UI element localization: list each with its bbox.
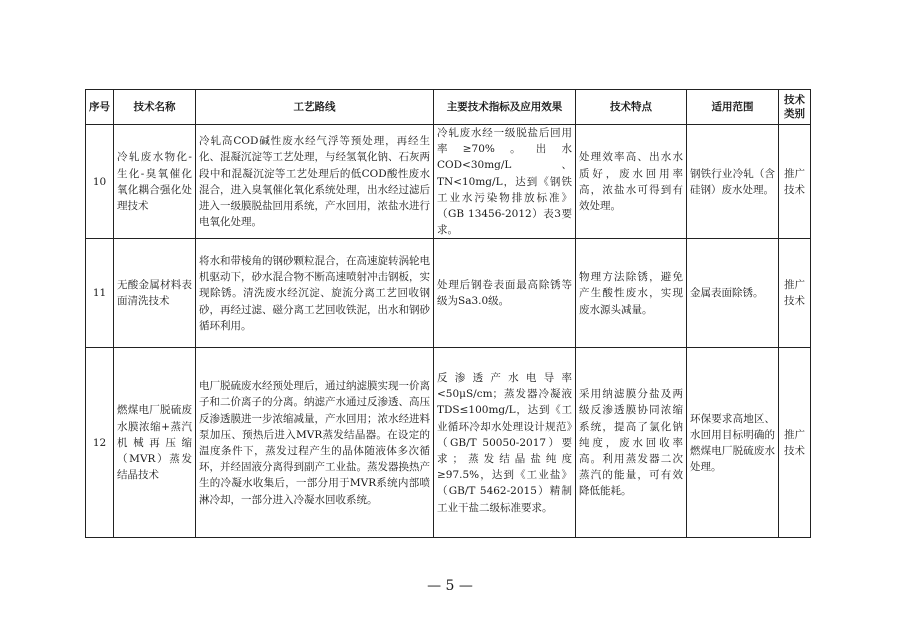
- row-feature: 处理效率高、出水水质好，废水回用率高，浓盐水可得到有效处理。: [576, 125, 687, 239]
- row-route: 将水和带棱角的钢砂颗粒混合，在高速旋转涡轮电机驱动下，砂水混合物不断高速喷射冲击钢板，实现除锈。清洗废水经沉淀、旋流分离工艺回收钢砂，再经过滤、磁分离工艺回收铁泥，出水和钢砂循环利用。: [196, 239, 434, 348]
- technology-table: [85, 89, 811, 538]
- row-scope: 环保要求高地区、水回用目标明确的燃煤电厂脱硫废水处理。: [687, 348, 779, 538]
- row-category: 推广技术: [779, 125, 811, 239]
- header-category: 技术类别: [779, 90, 811, 125]
- row-feature: 采用纳滤膜分盐及两级反渗透膜协同浓缩系统，提高了氯化钠纯度，废水回收率高。利用蒸发器二次蒸汽的能量，可有效降低能耗。: [576, 348, 687, 538]
- table-header-row: [86, 90, 811, 125]
- row-scope: 钢铁行业冷轧（含硅钢）废水处理。: [687, 125, 779, 239]
- row-indicator: 处理后钢卷表面最高除锈等级为Sa3.0级。: [434, 239, 576, 348]
- row-no: 10: [86, 125, 114, 239]
- table-row: [86, 239, 811, 348]
- row-name: 燃煤电厂脱硫废水膜浓缩+蒸汽机械再压缩（MVR）蒸发结晶技术: [114, 348, 196, 538]
- header-name: 技术名称: [114, 90, 196, 125]
- row-name: 无酸金属材料表面清洗技术: [114, 239, 196, 348]
- row-no: 11: [86, 239, 114, 348]
- row-route: 电厂脱硫废水经预处理后，通过纳滤膜实现一价离子和二价离子的分离。纳滤产水通过反渗透、高压反渗透膜进一步浓缩减量，产水回用；浓水经进料泵加压、预热后进入MVR蒸发结晶器。在设定的温度条件下，蒸发过程产生的晶体随液体多次循环，并经固液分离得到副产工业盐。蒸发器换热产生的冷凝水收集后，一部分用于MVR系统内部喷淋冷却，一部分进入冷凝水回收系统。: [196, 348, 434, 538]
- row-scope: 金属表面除锈。: [687, 239, 779, 348]
- header-indicator: 主要技术指标及应用效果: [434, 90, 576, 125]
- header-route: 工艺路线: [196, 90, 434, 125]
- page-number: — 5 —: [427, 578, 473, 594]
- header-scope: 适用范围: [687, 90, 779, 125]
- row-name: 冷轧废水物化-生化-臭氧催化氧化耦合强化处理技术: [114, 125, 196, 239]
- header-feature: 技术特点: [576, 90, 687, 125]
- table-row: [86, 348, 811, 538]
- row-route: 冷轧高COD碱性废水经气浮等预处理，再经生化、混凝沉淀等工艺处理，与经氢氧化钠、石灰两段中和混凝沉淀等工艺处理后的低COD酸性废水混合，进入臭氧催化氧化系统处理，出水经过滤后进入一级膜脱盐回用系统，产水回用，浓盐水进行电氧化处理。: [196, 125, 434, 239]
- table-row: [86, 125, 811, 239]
- row-indicator: 反渗透产水电导率<50μS/cm；蒸发器冷凝液TDS≤100mg/L，达到《工业循环冷却水处理设计规范》（GB/T 50050-2017）要求；蒸发结晶盐纯度≥97.5%，达到《工业盐》（GB/T 5462-2015）精制工业干盐二级标准要求。: [434, 348, 576, 538]
- header-no: 序号: [86, 90, 114, 125]
- row-no: 12: [86, 348, 114, 538]
- row-category: 推广技术: [779, 348, 811, 538]
- row-category: 推广技术: [779, 239, 811, 348]
- row-feature: 物理方法除锈，避免产生酸性废水，实现废水源头减量。: [576, 239, 687, 348]
- row-indicator: 冷轧废水经一级脱盐后回用率≥70%。出水COD<30mg/L、TN<10mg/L，达到《钢铁工业水污染物排放标准》（GB 13456-2012）表3要求。: [434, 125, 576, 239]
